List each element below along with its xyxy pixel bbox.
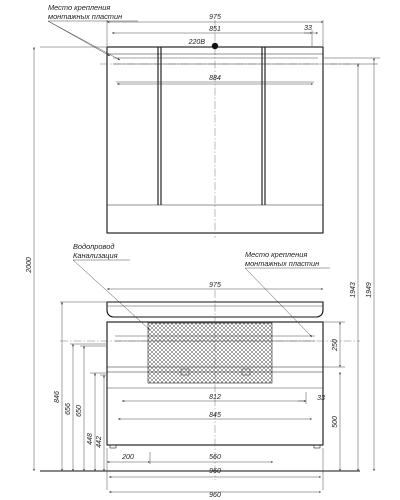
mount-note-top [48,3,138,60]
total-height-label: 2000 [26,257,33,273]
power-label: 220В [188,39,205,46]
mount-note-top-line2: монтажных пластин [48,12,123,21]
pipes-note-line1: Водопровод [73,242,115,251]
vanity-lower-width-label: 845 [209,412,221,419]
height-650-label: 650 [76,405,83,417]
height-448-label: 448 [87,433,94,445]
vanity-left-offset-label: 200 [122,454,134,461]
power-outlet-icon [212,43,218,49]
height-1949-label: 1949 [366,282,373,298]
mirror-cabinet [100,20,360,238]
cabinet-shelf-label: 884 [209,75,221,82]
mount-note-right-line1: Место крепления [245,250,308,259]
vanity-top-width-label: 975 [209,282,221,289]
vanity-unit [40,290,360,480]
vanity-base-width-label: 960 [209,468,221,475]
vanity-body-height-label: 500 [332,416,339,428]
cabinet-width-label: 975 [209,14,221,21]
cabinet-inner-width-label: 851 [209,26,221,33]
height-846-label: 846 [54,391,61,403]
vanity-panel-width-label: 812 [209,394,221,401]
right-height-dimensions [324,58,380,471]
vanity-dimensions [107,282,345,499]
height-442-label: 442 [96,436,103,448]
cabinet-offset-label: 33 [304,25,312,32]
vanity-mid-width-label: 560 [209,454,221,461]
mount-note-top-line1: Место крепления [48,3,111,12]
vanity-floor-width-label: 960 [209,492,221,499]
height-656-label: 656 [65,403,72,415]
vanity-drawer-height-label: 250 [332,339,339,351]
height-1943-label: 1943 [350,282,357,298]
mount-note-right-line2: монтажных пластин [245,259,320,268]
pipes-note-line2: Канализация [73,251,118,260]
vanity-right-offset-label: 33 [317,395,325,402]
